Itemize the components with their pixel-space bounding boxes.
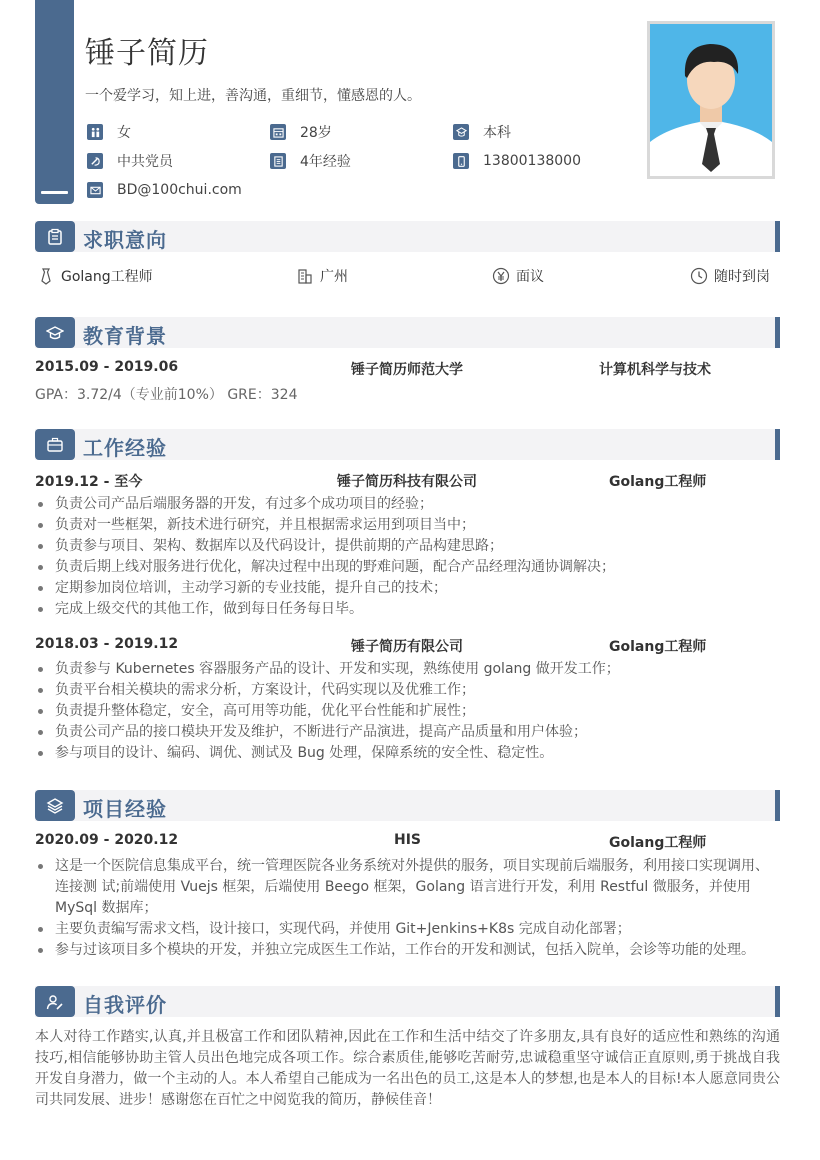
section-endbar (775, 221, 780, 252)
list-item: 负责参与 Kubernetes 容器服务产品的设计、开发和实现，熟练使用 golang 做开发工作； (35, 659, 780, 680)
education-detail: GPA：3.72/4（专业前10%） GRE：324 (35, 387, 298, 403)
work-duties-2 (35, 659, 780, 764)
list-item: 定期参加岗位培训，主动学习新的专业技能，提升自己的技术； (35, 578, 780, 599)
list-item: 负责提升整体稳定，安全，高可用等功能，优化平台性能和扩展性； (35, 701, 780, 722)
section-title: 自我评价 (83, 993, 167, 1017)
list-item: 负责后期上线对服务进行优化，解决过程中出现的野难问题，配合产品经理沟通协调解决； (35, 557, 780, 578)
section-title: 项目经验 (83, 797, 167, 821)
project-row (35, 832, 780, 852)
age-value: 28岁 (300, 125, 332, 141)
info-email (87, 181, 242, 199)
intent-city (296, 266, 348, 286)
section-title: 工作经验 (83, 436, 167, 460)
info-politics (87, 152, 173, 170)
phone-value[interactable]: 13800138000 (483, 153, 581, 169)
info-gender (87, 123, 131, 141)
work-role: Golang工程师 (609, 474, 707, 490)
list-item: 主要负责编写需求文档，设计接口，实现代码，并使用 Git+Jenkins+K8s 完成自动化部署； (35, 919, 780, 940)
header-accent-bar (35, 0, 74, 204)
work-duties-1 (35, 494, 780, 620)
work-period: 2019.12 - 至今 (35, 474, 143, 490)
list-item: 参与项目的设计、编码、调优、测试及 Bug 处理，保障系统的安全性、稳定性。 (35, 743, 780, 764)
gender-value: 女 (117, 125, 131, 141)
list-item: 负责平台相关模块的需求分析，方案设计，代码实现以及优雅工作； (35, 680, 780, 701)
graduation-cap-icon (453, 124, 469, 140)
experience-value: 4年经验 (300, 154, 351, 170)
section-endbar (775, 986, 780, 1017)
party-icon (87, 153, 103, 169)
project-duties (35, 856, 780, 961)
section-self-header (35, 986, 780, 1017)
work-company: 锤子简历科技有限公司 (337, 474, 477, 490)
intent-position (37, 266, 153, 286)
section-intent-header (35, 221, 780, 252)
work-role: Golang工程师 (609, 639, 707, 655)
list-item: 这是一个医院信息集成平台，统一管理医院各业务系统对外提供的服务，项目实现前后端服务，利用接口实现调用、连接测 试;前端使用 Vuejs 框架，后端使用 Beego 框架，Golang 语言进行开发，利用 Restful 微服务，并使用 MySql 数据库； (35, 856, 780, 919)
list-item: 负责对一些框架，新技术进行研究，并且根据需求运用到项目当中； (35, 515, 780, 536)
intent-arrival-value: 随时到岗 (714, 269, 770, 285)
project-name: HIS (394, 832, 422, 848)
education-major: 计算机科学与技术 (599, 362, 711, 378)
gender-icon (87, 124, 103, 140)
briefcase-icon (35, 429, 75, 460)
list-item: 参与过该项目多个模块的开发，并独立完成医生工作站，工作台的开发和测试，包括入院单，会诊等功能的处理。 (35, 940, 780, 961)
education-row (35, 359, 780, 379)
education-school: 锤子简历师范大学 (351, 362, 463, 378)
project-role: Golang工程师 (609, 835, 707, 851)
info-experience (270, 152, 351, 170)
intent-position-value: Golang工程师 (61, 269, 153, 285)
email-value[interactable]: BD@100chui.com (117, 182, 242, 198)
section-title: 求职意向 (83, 228, 167, 252)
intent-arrival (690, 266, 770, 286)
info-age (270, 123, 332, 141)
info-degree (453, 123, 511, 141)
politics-value: 中共党员 (117, 154, 173, 170)
work-row-2 (35, 636, 780, 656)
yuan-icon (492, 267, 510, 285)
user-edit-icon (35, 986, 75, 1017)
resume-name: 锤子简历 (85, 36, 209, 71)
section-education-header (35, 317, 780, 348)
work-company: 锤子简历有限公司 (351, 639, 463, 655)
intent-salary (492, 266, 544, 286)
list-item: 负责公司产品后端服务器的开发，有过多个成功项目的经验； (35, 494, 780, 515)
section-endbar (775, 317, 780, 348)
section-work-header (35, 429, 780, 460)
list-item: 负责参与项目、架构、数据库以及代码设计，提供前期的产品构建思路； (35, 536, 780, 557)
work-period: 2018.03 - 2019.12 (35, 636, 179, 652)
degree-value: 本科 (483, 125, 511, 141)
clock-icon (690, 267, 708, 285)
document-icon (270, 153, 286, 169)
resume-motto: 一个爱学习，知上进，善沟通，重细节，懂感恩的人。 (85, 88, 421, 104)
project-period: 2020.09 - 2020.12 (35, 832, 179, 848)
calendar-icon (270, 124, 286, 140)
list-item: 完成上级交代的其他工作，做到每日任务每日毕。 (35, 599, 780, 620)
self-evaluation-text: 本人对待工作踏实,认真,并且极富工作和团队精神,因此在工作和生活中结交了许多朋友,具有良好的适应性和熟练的沟通技巧,相信能够协助主管人员出色地完成各项工作。综合素质佳,能够吃苦耐劳,忠诚稳重坚守诚信正直原则,勇于挑战自我开发自身潜力，做一个主动的人。本人希望自己能成为一名出色的员工,这是本人的梦想,也是本人的目标!本人愿意同贵公司共同发展、进步！感谢您在百忙之中阅览我的简历，静候佳音！ (35, 1029, 780, 1108)
info-phone (453, 152, 581, 170)
tie-icon (37, 267, 55, 285)
section-endbar (775, 429, 780, 460)
intent-city-value: 广州 (320, 269, 348, 285)
section-project-header (35, 790, 780, 821)
section-endbar (775, 790, 780, 821)
phone-icon (453, 153, 469, 169)
accent-dash (41, 191, 68, 194)
list-item: 负责公司产品的接口模块开发及维护，不断进行产品演进，提高产品质量和用户体验； (35, 722, 780, 743)
avatar (647, 21, 775, 179)
clipboard-icon (35, 221, 75, 252)
work-row-1 (35, 471, 780, 491)
email-icon (87, 182, 103, 198)
layers-icon (35, 790, 75, 821)
building-icon (296, 267, 314, 285)
intent-salary-value: 面议 (516, 269, 544, 285)
education-period: 2015.09 - 2019.06 (35, 359, 179, 375)
graduation-cap-icon (35, 317, 75, 348)
section-title: 教育背景 (83, 324, 167, 348)
